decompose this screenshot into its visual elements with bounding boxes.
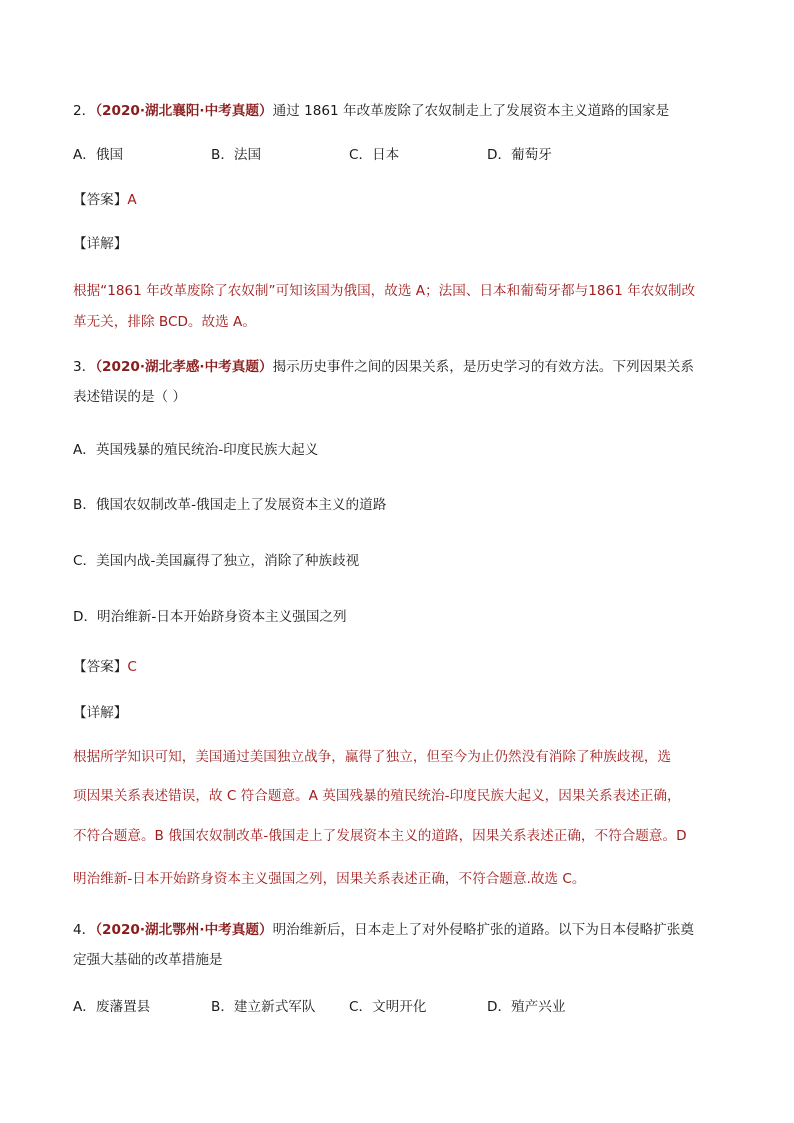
option-b: B．俄国农奴制改革-俄国走上了发展资本主义的道路 [73, 497, 387, 513]
question-2-stem [73, 101, 734, 121]
question-text: 明治维新后，日本走上了对外侵略扩张的道路。以下为日本侵略扩张奠 [272, 922, 694, 938]
question-source: （2020·湖北鄂州·中考真题） [95, 922, 273, 938]
detail-text-line: 明治维新-日本开始跻身资本主义强国之列，因果关系表述正确，不符合题意.故选 C。 [73, 871, 586, 887]
answer-line [73, 657, 734, 677]
answer-value: A [127, 192, 137, 208]
answer-label: 【答案】 [73, 659, 128, 675]
option-d: D．葡萄牙 [487, 147, 552, 163]
detail-label: 【详解】 [73, 236, 128, 252]
option-d: D．殖产兴业 [487, 999, 566, 1015]
option-d: D．明治维新-日本开始跻身资本主义强国之列 [73, 609, 347, 625]
detail-text-line: 根据所学知识可知，美国通过美国独立战争，赢得了独立，但至今为止仍然没有消除了种族歧视，选 [73, 749, 672, 765]
detail-text-line: 项因果关系表述错误，故 C 符合题意。A 英国残暴的殖民统治-印度民族大起义，因果关系表述正确， [73, 788, 681, 804]
option-b: B．法国 [211, 147, 262, 163]
option-a: A．俄国 [73, 147, 124, 163]
option-c: C．美国内战-美国赢得了独立，消除了种族歧视 [73, 553, 360, 569]
detail-text-line: 革无关，排除 BCD。故选 A。 [73, 314, 256, 330]
question-text: 通过 1861 年改革废除了农奴制走上了发展资本主义道路的国家是 [272, 103, 670, 119]
question-4-stem [73, 920, 734, 940]
answer-label: 【答案】 [73, 192, 128, 208]
answer-value: C [127, 659, 137, 675]
question-source: （2020·湖北襄阳·中考真题） [95, 103, 273, 119]
option-a: A．废藩置县 [73, 999, 151, 1015]
question-number: 3． [73, 359, 96, 375]
question-text-continued: 定强大基础的改革措施是 [73, 952, 223, 968]
detail-text-line: 根据“1861 年改革废除了农奴制”可知该国为俄国，故选 A；法国、日本和葡萄牙都与1861 年农奴制改 [73, 283, 696, 299]
question-text: 揭示历史事件之间的因果关系，是历史学习的有效方法。下列因果关系 [272, 359, 694, 375]
detail-text-line: 不符合题意。B 俄国农奴制改革-俄国走上了发展资本主义的道路，因果关系表述正确，不符合题意。D [73, 828, 687, 844]
detail-label: 【详解】 [73, 705, 128, 721]
option-c: C．日本 [349, 147, 400, 163]
option-b: B．建立新式军队 [211, 999, 316, 1015]
option-a: A．英国残暴的殖民统治-印度民族大起义 [73, 442, 319, 458]
option-c: C．文明开化 [349, 999, 427, 1015]
question-3-stem [73, 357, 734, 377]
question-number: 2． [73, 103, 96, 119]
answer-line [73, 190, 734, 210]
question-text-continued: 表述错误的是（ ） [73, 389, 187, 405]
question-number: 4． [73, 922, 96, 938]
question-source: （2020·湖北孝感·中考真题） [95, 359, 273, 375]
